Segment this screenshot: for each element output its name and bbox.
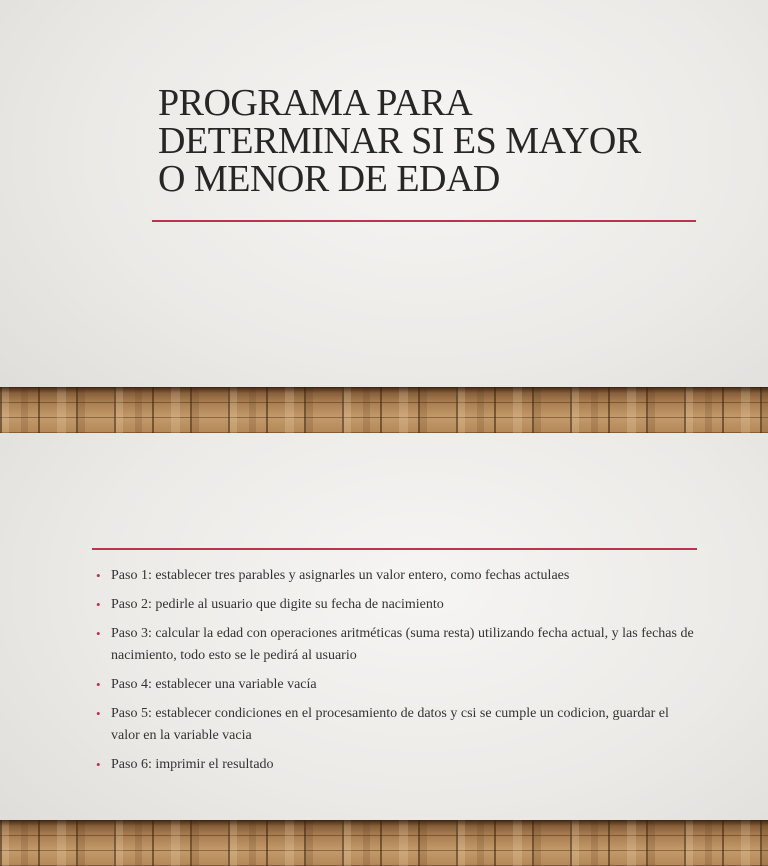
wood-floor-decoration <box>0 387 768 433</box>
wood-floor-decoration <box>0 820 768 866</box>
bullet-icon: • <box>96 706 101 721</box>
step-text: Paso 1: establecer tres parables y asignarles un valor entero, como fechas actulaes <box>111 568 570 583</box>
list-item <box>96 594 696 616</box>
title-line-2: DETERMINAR SI ES MAYOR <box>158 120 641 162</box>
list-item <box>96 623 696 667</box>
bullet-icon: • <box>96 677 101 692</box>
list-item <box>96 674 696 696</box>
bullet-icon: • <box>96 757 101 772</box>
list-item <box>96 703 696 747</box>
step-text: Paso 4: establecer una variable vacía <box>111 677 317 692</box>
slide-title <box>158 84 718 198</box>
title-line-1: PROGRAMA PARA <box>158 82 473 124</box>
step-text: Paso 3: calcular la edad con operaciones aritméticas (suma resta) utilizando fecha actual, y las fechas de nacimiento, todo esto se le pedirá al usuario <box>111 626 694 663</box>
title-divider <box>152 220 696 222</box>
bullet-icon: • <box>96 568 101 583</box>
list-item <box>96 754 696 776</box>
step-text: Paso 5: establecer condiciones en el procesamiento de datos y csi se cumple un codicion, guardar el valor en la variable vacia <box>111 706 669 743</box>
content-divider <box>92 548 697 550</box>
step-text: Paso 2: pedirle al usuario que digite su fecha de nacimiento <box>111 597 444 612</box>
steps-slide <box>0 433 768 866</box>
step-text: Paso 6: imprimir el resultado <box>111 757 274 772</box>
bullet-icon: • <box>96 597 101 612</box>
title-line-3: O MENOR DE EDAD <box>158 158 500 200</box>
bullet-icon: • <box>96 626 101 641</box>
steps-list <box>96 565 696 783</box>
list-item <box>96 565 696 587</box>
